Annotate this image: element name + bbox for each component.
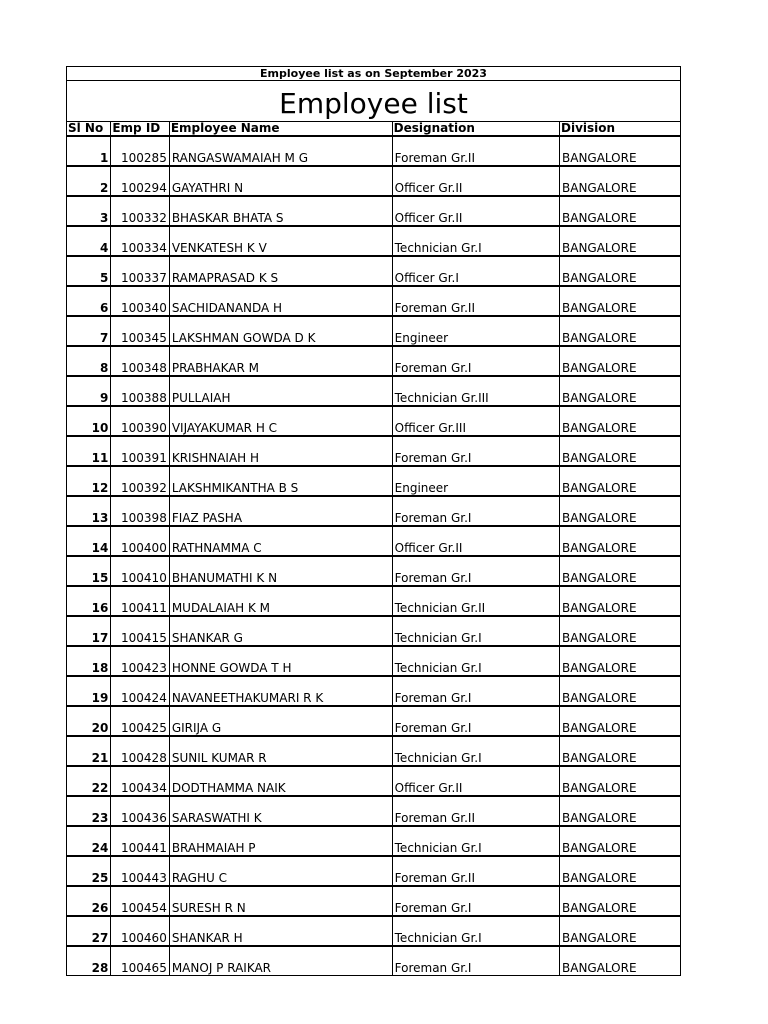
cell-sl-no: 9 <box>67 376 111 406</box>
cell-sl-no: 2 <box>67 166 111 196</box>
cell-emp-id: 100345 <box>111 316 169 346</box>
cell-employee-name: LAKSHMIKANTHA B S <box>169 466 392 496</box>
sheet-title: Employee list <box>66 80 681 121</box>
table-row <box>67 616 681 646</box>
table-row <box>67 946 681 976</box>
cell-sl-no: 12 <box>67 466 111 496</box>
cell-employee-name: SARASWATHI K <box>169 796 392 826</box>
cell-division: BANGALORE <box>560 436 681 466</box>
cell-designation: Foreman Gr.I <box>392 556 559 586</box>
cell-designation: Officer Gr.II <box>392 526 559 556</box>
cell-division: BANGALORE <box>560 346 681 376</box>
cell-division: BANGALORE <box>560 856 681 886</box>
cell-division: BANGALORE <box>560 526 681 556</box>
cell-emp-id: 100392 <box>111 466 169 496</box>
cell-employee-name: MUDALAIAH K M <box>169 586 392 616</box>
table-row <box>67 856 681 886</box>
column-header-emp-id: Emp ID <box>111 122 169 137</box>
cell-emp-id: 100465 <box>111 946 169 976</box>
table-row <box>67 196 681 226</box>
cell-division: BANGALORE <box>560 256 681 286</box>
cell-designation: Foreman Gr.I <box>392 706 559 736</box>
cell-designation: Foreman Gr.I <box>392 676 559 706</box>
cell-sl-no: 27 <box>67 916 111 946</box>
cell-emp-id: 100285 <box>111 136 169 166</box>
cell-sl-no: 19 <box>67 676 111 706</box>
cell-sl-no: 25 <box>67 856 111 886</box>
table-row <box>67 676 681 706</box>
cell-designation: Engineer <box>392 466 559 496</box>
cell-designation: Technician Gr.I <box>392 616 559 646</box>
table-row <box>67 406 681 436</box>
cell-division: BANGALORE <box>560 376 681 406</box>
cell-sl-no: 6 <box>67 286 111 316</box>
table-row <box>67 766 681 796</box>
cell-emp-id: 100454 <box>111 886 169 916</box>
table-row <box>67 826 681 856</box>
cell-employee-name: SHANKAR H <box>169 916 392 946</box>
cell-employee-name: PULLAIAH <box>169 376 392 406</box>
table-row <box>67 706 681 736</box>
cell-sl-no: 10 <box>67 406 111 436</box>
cell-sl-no: 7 <box>67 316 111 346</box>
cell-emp-id: 100424 <box>111 676 169 706</box>
table-row <box>67 466 681 496</box>
cell-employee-name: SACHIDANANDA H <box>169 286 392 316</box>
table-row <box>67 586 681 616</box>
cell-employee-name: BRAHMAIAH P <box>169 826 392 856</box>
cell-designation: Foreman Gr.I <box>392 436 559 466</box>
cell-emp-id: 100334 <box>111 226 169 256</box>
cell-sl-no: 26 <box>67 886 111 916</box>
cell-division: BANGALORE <box>560 826 681 856</box>
cell-emp-id: 100391 <box>111 436 169 466</box>
cell-sl-no: 3 <box>67 196 111 226</box>
sheet-subtitle: Employee list as on September 2023 <box>66 66 681 80</box>
cell-employee-name: DODTHAMMA NAIK <box>169 766 392 796</box>
cell-division: BANGALORE <box>560 616 681 646</box>
cell-designation: Foreman Gr.I <box>392 886 559 916</box>
cell-designation: Foreman Gr.I <box>392 946 559 976</box>
cell-designation: Technician Gr.I <box>392 916 559 946</box>
column-header-sl-no: Sl No <box>67 122 111 137</box>
cell-designation: Technician Gr.I <box>392 646 559 676</box>
table-row <box>67 736 681 766</box>
table-row <box>67 646 681 676</box>
column-header-employee-name: Employee Name <box>169 122 392 137</box>
cell-sl-no: 21 <box>67 736 111 766</box>
table-row <box>67 226 681 256</box>
cell-division: BANGALORE <box>560 706 681 736</box>
cell-division: BANGALORE <box>560 886 681 916</box>
column-header-division: Division <box>560 122 681 137</box>
cell-designation: Foreman Gr.II <box>392 856 559 886</box>
cell-division: BANGALORE <box>560 646 681 676</box>
cell-emp-id: 100425 <box>111 706 169 736</box>
table-row <box>67 796 681 826</box>
cell-sl-no: 23 <box>67 796 111 826</box>
cell-employee-name: GAYATHRI N <box>169 166 392 196</box>
cell-emp-id: 100441 <box>111 826 169 856</box>
cell-emp-id: 100398 <box>111 496 169 526</box>
table-body <box>67 136 681 976</box>
cell-employee-name: BHANUMATHI K N <box>169 556 392 586</box>
cell-employee-name: SURESH R N <box>169 886 392 916</box>
cell-sl-no: 15 <box>67 556 111 586</box>
cell-designation: Officer Gr.II <box>392 766 559 796</box>
cell-division: BANGALORE <box>560 196 681 226</box>
cell-sl-no: 1 <box>67 136 111 166</box>
cell-employee-name: BHASKAR BHATA S <box>169 196 392 226</box>
cell-sl-no: 5 <box>67 256 111 286</box>
table-row <box>67 256 681 286</box>
cell-division: BANGALORE <box>560 136 681 166</box>
cell-employee-name: HONNE GOWDA T H <box>169 646 392 676</box>
cell-sl-no: 17 <box>67 616 111 646</box>
cell-employee-name: PRABHAKAR M <box>169 346 392 376</box>
cell-employee-name: GIRIJA G <box>169 706 392 736</box>
cell-division: BANGALORE <box>560 796 681 826</box>
cell-designation: Technician Gr.I <box>392 736 559 766</box>
table-row <box>67 346 681 376</box>
cell-emp-id: 100423 <box>111 646 169 676</box>
table-row <box>67 916 681 946</box>
cell-emp-id: 100388 <box>111 376 169 406</box>
cell-emp-id: 100294 <box>111 166 169 196</box>
cell-sl-no: 22 <box>67 766 111 796</box>
cell-designation: Foreman Gr.I <box>392 496 559 526</box>
cell-emp-id: 100443 <box>111 856 169 886</box>
cell-emp-id: 100332 <box>111 196 169 226</box>
cell-emp-id: 100415 <box>111 616 169 646</box>
cell-employee-name: MANOJ P RAIKAR <box>169 946 392 976</box>
column-header-designation: Designation <box>392 122 559 137</box>
cell-division: BANGALORE <box>560 406 681 436</box>
cell-emp-id: 100434 <box>111 766 169 796</box>
cell-emp-id: 100400 <box>111 526 169 556</box>
cell-emp-id: 100390 <box>111 406 169 436</box>
table-row <box>67 436 681 466</box>
table-row <box>67 526 681 556</box>
cell-division: BANGALORE <box>560 226 681 256</box>
cell-employee-name: RANGASWAMAIAH M G <box>169 136 392 166</box>
cell-division: BANGALORE <box>560 286 681 316</box>
cell-designation: Officer Gr.I <box>392 256 559 286</box>
cell-designation: Technician Gr.I <box>392 226 559 256</box>
cell-division: BANGALORE <box>560 766 681 796</box>
employee-sheet <box>66 66 681 976</box>
cell-sl-no: 4 <box>67 226 111 256</box>
cell-division: BANGALORE <box>560 676 681 706</box>
cell-employee-name: KRISHNAIAH H <box>169 436 392 466</box>
employee-table <box>66 121 681 976</box>
cell-employee-name: NAVANEETHAKUMARI R K <box>169 676 392 706</box>
cell-sl-no: 28 <box>67 946 111 976</box>
cell-designation: Officer Gr.III <box>392 406 559 436</box>
cell-emp-id: 100428 <box>111 736 169 766</box>
cell-employee-name: FIAZ PASHA <box>169 496 392 526</box>
cell-emp-id: 100337 <box>111 256 169 286</box>
cell-sl-no: 24 <box>67 826 111 856</box>
cell-emp-id: 100436 <box>111 796 169 826</box>
table-row <box>67 136 681 166</box>
cell-employee-name: SHANKAR G <box>169 616 392 646</box>
cell-division: BANGALORE <box>560 916 681 946</box>
cell-sl-no: 16 <box>67 586 111 616</box>
cell-designation: Foreman Gr.II <box>392 286 559 316</box>
table-row <box>67 886 681 916</box>
cell-employee-name: VENKATESH K V <box>169 226 392 256</box>
cell-sl-no: 20 <box>67 706 111 736</box>
table-row <box>67 316 681 346</box>
cell-sl-no: 14 <box>67 526 111 556</box>
cell-designation: Foreman Gr.II <box>392 136 559 166</box>
cell-designation: Officer Gr.II <box>392 166 559 196</box>
cell-designation: Engineer <box>392 316 559 346</box>
cell-division: BANGALORE <box>560 166 681 196</box>
cell-sl-no: 13 <box>67 496 111 526</box>
cell-designation: Technician Gr.III <box>392 376 559 406</box>
cell-employee-name: VIJAYAKUMAR H C <box>169 406 392 436</box>
cell-sl-no: 11 <box>67 436 111 466</box>
cell-division: BANGALORE <box>560 586 681 616</box>
table-header-row <box>67 122 681 137</box>
cell-division: BANGALORE <box>560 736 681 766</box>
cell-sl-no: 8 <box>67 346 111 376</box>
cell-division: BANGALORE <box>560 316 681 346</box>
table-row <box>67 496 681 526</box>
cell-emp-id: 100348 <box>111 346 169 376</box>
cell-division: BANGALORE <box>560 946 681 976</box>
cell-designation: Foreman Gr.II <box>392 796 559 826</box>
cell-employee-name: RATHNAMMA C <box>169 526 392 556</box>
table-row <box>67 556 681 586</box>
cell-division: BANGALORE <box>560 466 681 496</box>
cell-employee-name: RAGHU C <box>169 856 392 886</box>
table-row <box>67 166 681 196</box>
cell-designation: Officer Gr.II <box>392 196 559 226</box>
cell-division: BANGALORE <box>560 556 681 586</box>
cell-emp-id: 100460 <box>111 916 169 946</box>
cell-designation: Foreman Gr.I <box>392 346 559 376</box>
cell-emp-id: 100340 <box>111 286 169 316</box>
cell-designation: Technician Gr.II <box>392 586 559 616</box>
table-row <box>67 376 681 406</box>
cell-emp-id: 100411 <box>111 586 169 616</box>
cell-division: BANGALORE <box>560 496 681 526</box>
cell-employee-name: LAKSHMAN GOWDA D K <box>169 316 392 346</box>
cell-employee-name: SUNIL KUMAR R <box>169 736 392 766</box>
cell-sl-no: 18 <box>67 646 111 676</box>
cell-designation: Technician Gr.I <box>392 826 559 856</box>
table-row <box>67 286 681 316</box>
cell-employee-name: RAMAPRASAD K S <box>169 256 392 286</box>
cell-emp-id: 100410 <box>111 556 169 586</box>
